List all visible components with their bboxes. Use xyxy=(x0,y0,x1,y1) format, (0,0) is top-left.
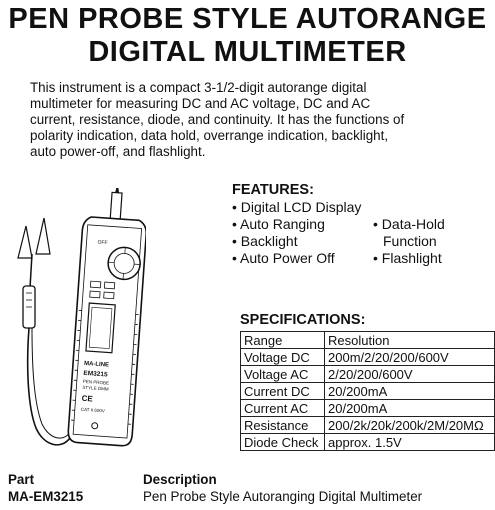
feature-item: • Auto Ranging xyxy=(232,216,325,232)
table-row xyxy=(241,400,495,417)
table-cell: Current AC xyxy=(241,400,325,417)
intro-line: multimeter for measuring DC and AC voltage, DC and AC xyxy=(30,96,371,111)
table-cell: 20/200mA xyxy=(325,383,495,400)
part-description: Pen Probe Style Autoranging Digital Multimeter xyxy=(143,489,423,504)
device-brand-label: MA-LINE xyxy=(83,360,110,369)
intro-paragraph xyxy=(30,80,470,160)
device-cat-label: CAT II 600V xyxy=(80,406,106,414)
part-number: MA-EM3215 xyxy=(8,489,84,504)
table-row xyxy=(241,349,495,366)
range-button-icon xyxy=(104,292,114,299)
specifications-section xyxy=(240,312,495,451)
table-cell: Resolution xyxy=(325,332,495,349)
feature-item: • Digital LCD Display xyxy=(232,199,362,215)
table-row xyxy=(241,434,495,451)
part-header: Part xyxy=(8,472,35,487)
feature-item: • Data-Hold xyxy=(373,216,445,232)
table-cell: 20/200mA xyxy=(325,400,495,417)
table-row xyxy=(241,383,495,400)
features-section xyxy=(232,182,492,266)
intro-line: This instrument is a compact 3-1/2-digit autorange digital xyxy=(30,80,367,95)
features-heading: FEATURES: xyxy=(232,182,314,198)
table-row xyxy=(241,417,495,434)
features-list xyxy=(232,199,492,266)
device-line2-label: STYLE DMM xyxy=(82,384,109,392)
device-ce-label: CE xyxy=(81,393,94,404)
table-cell: Range xyxy=(241,332,325,349)
title-line-2: DIGITAL MULTIMETER xyxy=(88,36,407,68)
feature-item: • Backlight xyxy=(232,233,298,249)
description-header: Description xyxy=(143,472,217,487)
table-row xyxy=(241,332,495,349)
intro-line: auto power-off, and flashlight. xyxy=(30,144,206,159)
specifications-table xyxy=(240,331,495,451)
device-off-label: OFF xyxy=(97,239,108,247)
table-cell: Resistance xyxy=(241,417,325,434)
hold-button-icon xyxy=(90,281,100,288)
feature-item: • Auto Power Off xyxy=(232,250,335,266)
title-line-1: PEN PROBE STYLE AUTORANGE xyxy=(8,3,487,35)
probe-cap-icon xyxy=(36,218,50,254)
table-row xyxy=(241,366,495,383)
table-cell: 200m/2/20/200/600V xyxy=(325,349,495,366)
intro-line: polarity indication, data hold, overrange indication, backlight, xyxy=(30,128,389,143)
feature-item: Function xyxy=(383,233,437,249)
table-cell: 2/20/200/600V xyxy=(325,366,495,383)
input-jack-icon xyxy=(92,423,98,429)
feature-item: • Flashlight xyxy=(373,250,442,266)
device-model-label: EM3215 xyxy=(83,369,108,379)
table-cell: Current DC xyxy=(241,383,325,400)
select-button-icon xyxy=(90,291,100,298)
specifications-heading: SPECIFICATIONS: xyxy=(240,312,366,328)
light-button-icon xyxy=(104,282,114,289)
table-cell: 200/2k/20k/200k/2M/20MΩ xyxy=(325,417,495,434)
table-cell: approx. 1.5V xyxy=(325,434,495,451)
probe-cap-icon xyxy=(18,226,32,258)
table-cell: Voltage DC xyxy=(241,349,325,366)
table-cell: Diode Check xyxy=(241,434,325,451)
device-line1-label: PEN PROBE xyxy=(82,378,110,386)
multimeter-illustration xyxy=(6,188,146,458)
intro-line: current, resistance, diode, and continuity. It has the functions of xyxy=(30,112,405,127)
table-cell: Voltage AC xyxy=(241,366,325,383)
